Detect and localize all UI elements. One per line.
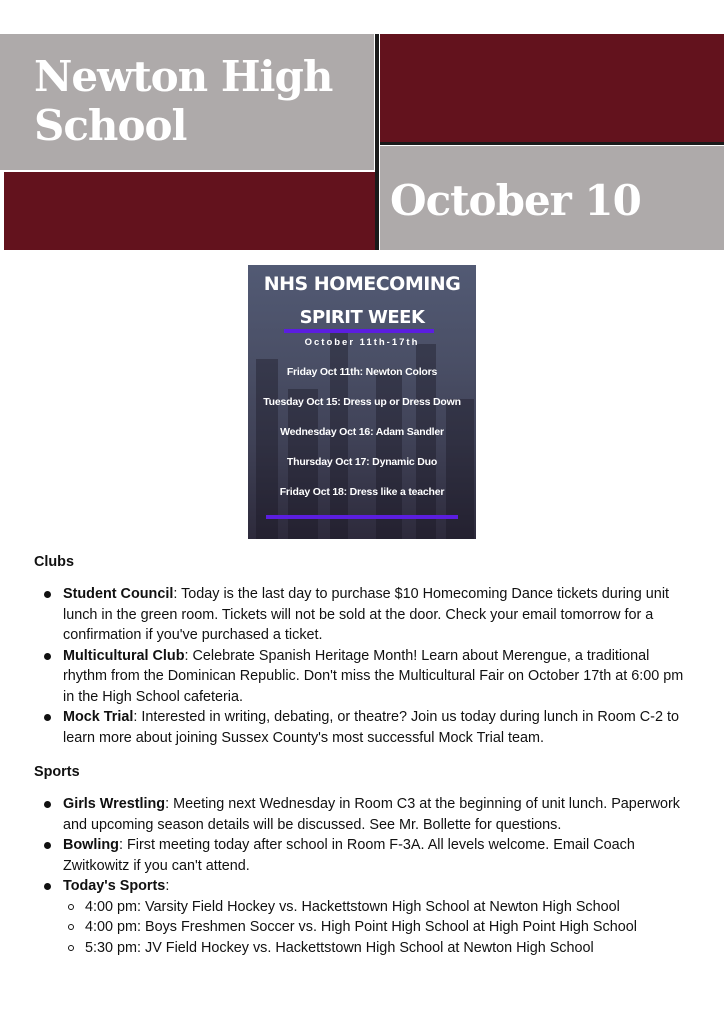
newsletter-date: October 10 — [390, 176, 641, 225]
item-text: : Celebrate Spanish Heritage Month! Learn about Merengue, a traditional rhythm from the Dominican Republic. Don't miss the Multicultural Fair on October 17th at 6:00 pm in the High School cafeteria. — [63, 647, 684, 705]
poster-accent-bar — [266, 515, 458, 519]
header-divider-horizontal — [380, 142, 724, 145]
poster-subtitle: SPIRIT WEEK — [299, 307, 425, 328]
item-text: : Interested in writing, debating, or theatre? Join us today during lunch in Room C-2 to learn more about joining Sussex County's most successful Mock Trial team. — [63, 709, 679, 746]
homecoming-poster — [248, 265, 476, 539]
poster-day-item: Thursday Oct 17: Dynamic Duo — [286, 456, 438, 468]
item-title: Mock Trial — [63, 709, 134, 725]
item-text: : Today is the last day to purchase $10 Homecoming Dance tickets during unit lunch in the green room. Tickets will not be sold at the door. Check your email tomorrow for a confirmation if you've purchased a ticket. — [63, 586, 670, 643]
poster-day-item: Friday Oct 11th: Newton Colors — [286, 366, 438, 378]
sports-list — [34, 794, 694, 958]
list-item — [63, 835, 694, 876]
list-item — [63, 646, 694, 708]
item-text: : — [165, 878, 170, 894]
item-title: Student Council — [63, 586, 174, 602]
item-title: Multicultural Club — [63, 647, 185, 664]
item-title: Girls Wrestling — [63, 796, 166, 812]
poster-title: NHS HOMECOMING — [263, 273, 461, 295]
game-item: 4:00 pm: Varsity Field Hockey vs. Hackettstown High School at Newton High School — [85, 897, 694, 918]
list-item — [63, 794, 694, 835]
poster-skyline — [256, 359, 278, 539]
poster-accent-bar — [284, 329, 434, 333]
newsletter-body — [34, 552, 694, 958]
game-item: 5:30 pm: JV Field Hockey vs. Hackettstown High School at Newton High School — [85, 938, 694, 959]
section-heading-clubs: Clubs — [34, 554, 74, 570]
poster-day-item: Tuesday Oct 15: Dress up or Dress Down — [263, 396, 461, 408]
item-title: Bowling — [63, 837, 119, 853]
school-name: Newton High School — [34, 52, 333, 150]
item-text: : Meeting next Wednesday in Room C3 at the beginning of unit lunch. Paperwork and upcoming season details will be discussed. See Mr. Bollette for questions. — [63, 796, 680, 833]
list-item — [63, 876, 694, 958]
item-title: Today's Sports — [63, 878, 166, 894]
header-block-bottom-left — [4, 172, 378, 250]
game-item: 4:00 pm: Boys Freshmen Soccer vs. High Point High School at High Point High School — [85, 917, 694, 938]
section-heading-sports: Sports — [34, 764, 80, 780]
poster-day-item: Friday Oct 18: Dress like a teacher — [279, 486, 445, 498]
header-divider-vertical — [375, 34, 379, 250]
poster-skyline — [376, 369, 402, 539]
poster-date-range: October 11th-17th — [304, 337, 420, 348]
header-block-top-right — [380, 34, 724, 142]
item-text: : First meeting today after school in Room F-3A. All levels welcome. Email Coach Zwitkowitz if you can't attend. — [63, 837, 635, 874]
list-item — [63, 584, 694, 646]
games-list — [63, 897, 694, 959]
clubs-list — [34, 584, 694, 748]
list-item — [63, 707, 694, 748]
poster-day-item: Wednesday Oct 16: Adam Sandler — [280, 426, 444, 438]
